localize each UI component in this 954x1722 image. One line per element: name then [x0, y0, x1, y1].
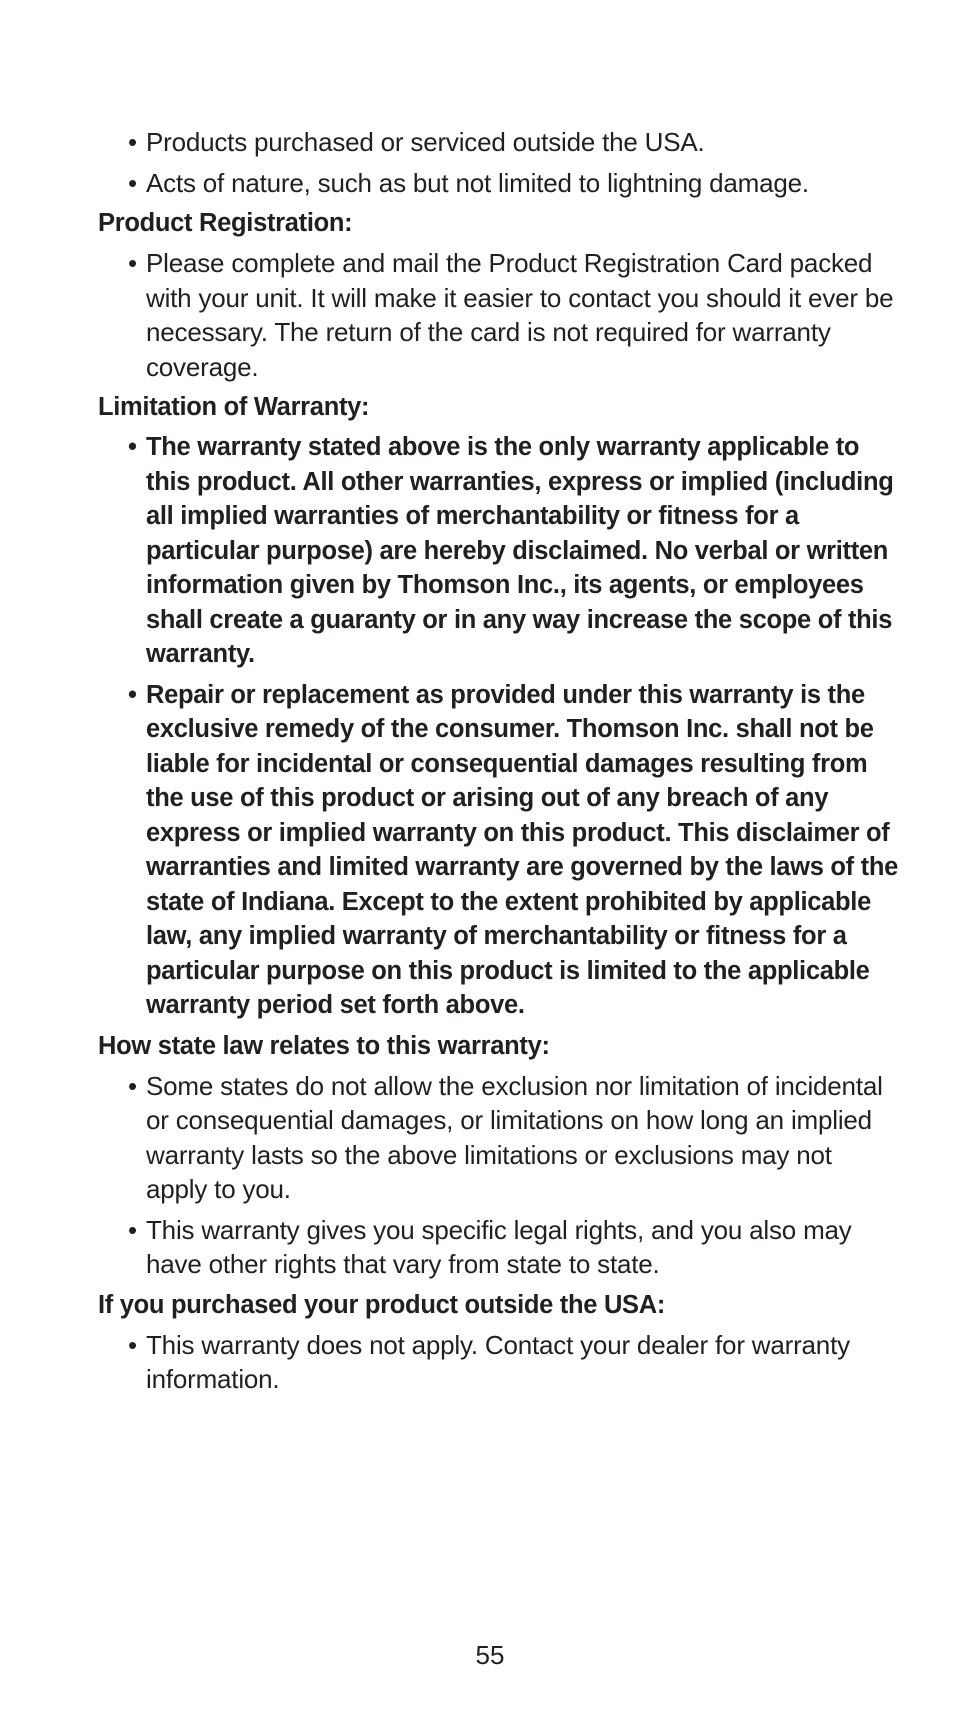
bullet: • — [128, 127, 137, 157]
bullet: • — [128, 1329, 137, 1360]
bullet: • — [128, 167, 137, 198]
list-item — [98, 246, 898, 384]
bullet: • — [128, 1070, 137, 1101]
warranty-text — [98, 125, 898, 1403]
item-text: This warranty gives you specific legal rights, and you also may have other rights that vary from state to state. — [146, 1214, 852, 1279]
bullet: • — [128, 680, 137, 709]
item-text: Please complete and mail the Product Registration Card packed with your unit. It will make it easier to contact you should it ever be necessary. The return of the card is not required for warranty coverage. — [146, 248, 894, 382]
bullet: • — [128, 248, 137, 278]
list-item — [98, 166, 898, 201]
list-item — [98, 1213, 898, 1282]
page-number: 55 — [475, 1640, 505, 1670]
section-heading-state-law: How state law relates to this warranty: — [98, 1031, 550, 1060]
list-item — [98, 1069, 898, 1207]
list-item — [98, 125, 898, 160]
item-text: Acts of nature, such as but not limited to lightning damage. — [146, 167, 809, 198]
bullet: • — [128, 433, 137, 461]
item-text: This warranty does not apply. Contact your dealer for warranty information. — [146, 1329, 850, 1394]
item-text: Products purchased or serviced outside the USA. — [146, 127, 705, 157]
item-text: Some states do not allow the exclusion nor limitation of incidental or consequential damages, or limitations on how long an implied warranty lasts so the above limitations or exclusions may not apply to you. — [146, 1070, 883, 1204]
list-item — [98, 430, 898, 672]
item-text: Repair or replacement as provided under this warranty is the exclusive remedy of the consumer. Thomson Inc. shall not be liable for incidental or consequential damages resulting from the use of this product or arising out of any breach of any express or implied warranty on this product. This disclaimer of warranties and limited warranty are governed by the laws of the state of Indiana. Except to the extent prohibited by applicable law, any implied warranty of merchantability or fitness for a particular purpose on this product is limited to the applicable warranty period set forth above. — [146, 680, 898, 1019]
list-item — [98, 1328, 898, 1397]
item-text: The warranty stated above is the only warranty applicable to this product. All other warranties, express or implied (including all implied warranties of merchantability or fitness for a particular purpose) are hereby disclaimed. No verbal or written information given by Thomson Inc., its agents, or employees shall create a guaranty or in any way increase the scope of this warranty. — [146, 433, 894, 668]
section-heading-limitation: Limitation of Warranty: — [98, 393, 370, 421]
bullet: • — [128, 1214, 137, 1245]
list-item — [98, 678, 898, 1023]
section-heading-outside-usa: If you purchased your product outside the USA: — [98, 1290, 666, 1319]
section-heading-registration: Product Registration: — [98, 209, 353, 237]
